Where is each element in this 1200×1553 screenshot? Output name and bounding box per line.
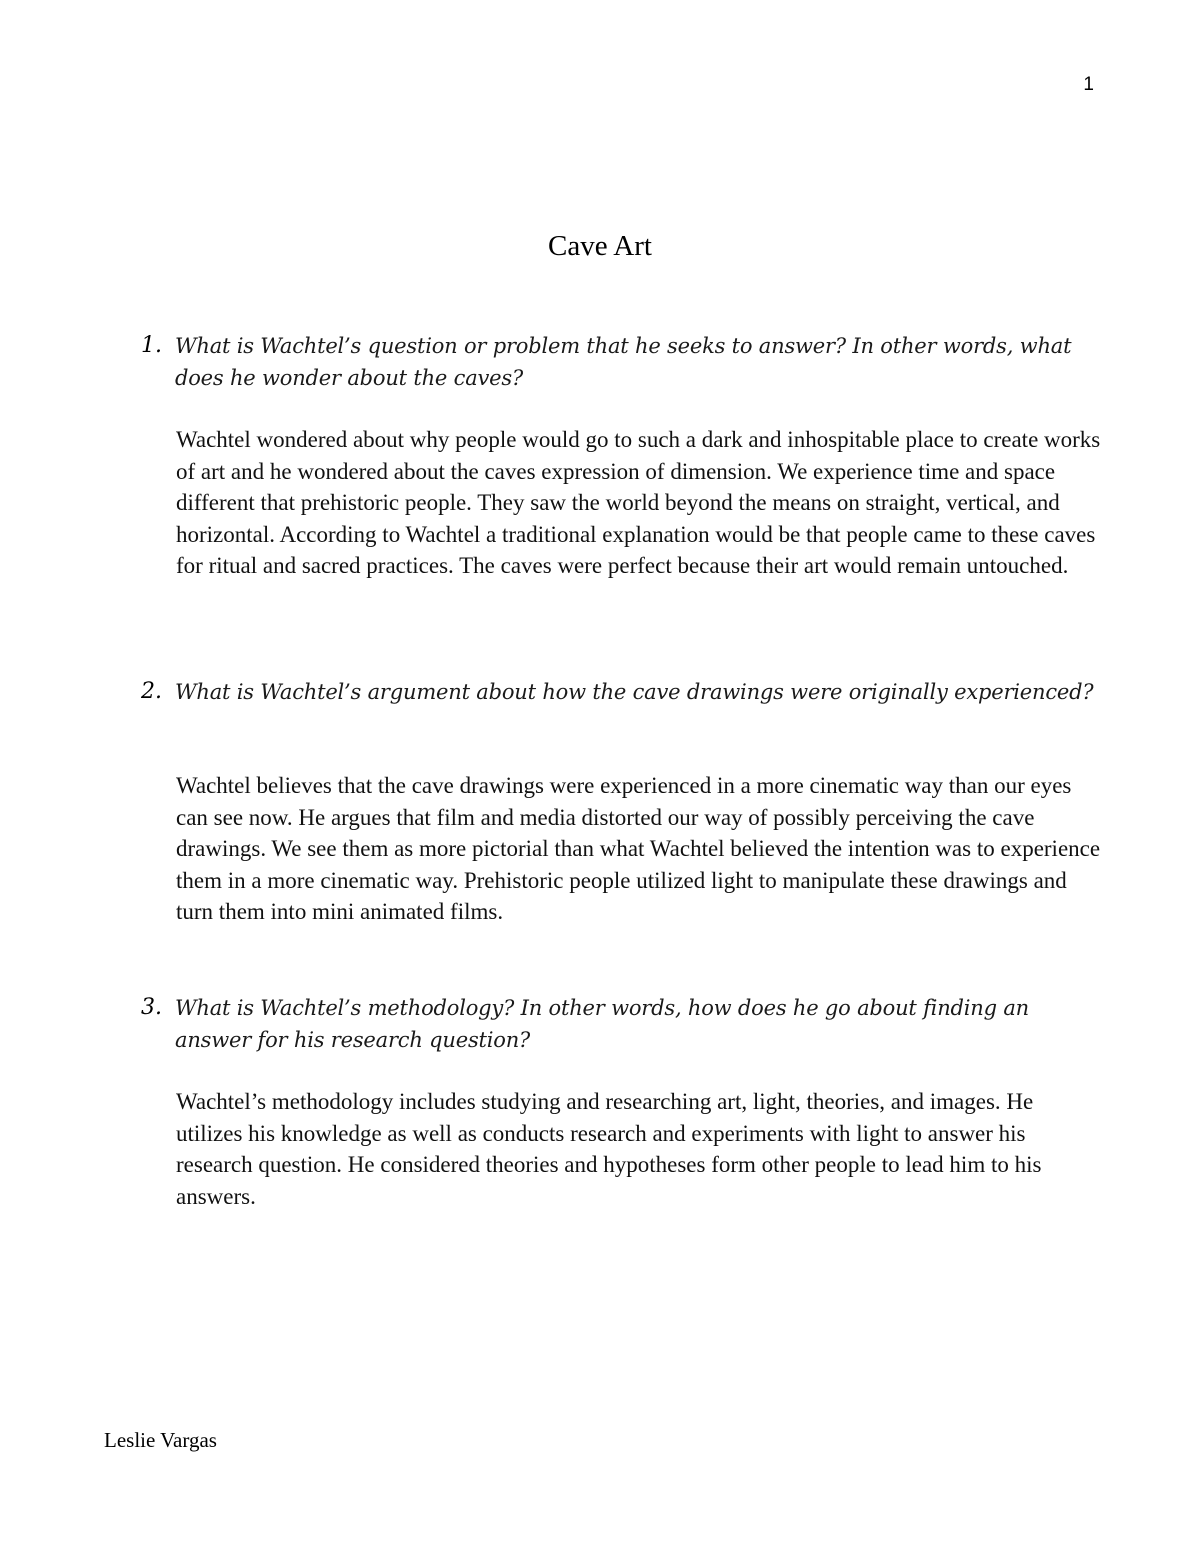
answer-paragraph: Wachtel wondered about why people would go to such a dark and inhospitable place to create works of art and he wondered about the caves expression of dimension. We experience time and space different that prehistoric people. They saw the world beyond the means on straight, vertical, and horizontal. According to Wachtel a traditional explanation would be that people came to these caves for ritual and sacred practices. The caves were perfect because their art would remain untouched. bbox=[176, 427, 1101, 578]
question-prompt: What is Wachtel’s methodology? In other words, how does he go about finding an answer for his research question? bbox=[175, 996, 1029, 1052]
answer-paragraph: Wachtel’s methodology includes studying and researching art, light, theories, and images. He utilizes his knowledge as well as conducts research and experiments with light to answer his research question. He considered theories and hypotheses form other people to lead him to his answers. bbox=[176, 1089, 1042, 1209]
question-prompt: What is Wachtel’s question or problem that he seeks to answer? In other words, what does he wonder about the caves? bbox=[175, 334, 1072, 390]
answer-paragraph: Wachtel believes that the cave drawings were experienced in a more cinematic way than our eyes can see now. He argues that film and media distorted our way of possibly perceiving the cave drawings. We see them as more pictorial than what Wachtel believed the intention was to experience them in a more cinematic way. Prehistoric people utilized light to manipulate these drawings and turn them into mini animated films. bbox=[176, 773, 1101, 924]
question-number: 2. bbox=[141, 679, 162, 704]
question-number: 1. bbox=[141, 333, 162, 358]
author-name: Leslie Vargas bbox=[104, 1428, 217, 1452]
question-prompt: What is Wachtel’s argument about how the cave drawings were originally experienced? bbox=[175, 680, 1094, 704]
question-number: 3. bbox=[141, 995, 162, 1020]
page-number: 1 bbox=[1083, 74, 1094, 95]
document-title: Cave Art bbox=[548, 230, 652, 262]
